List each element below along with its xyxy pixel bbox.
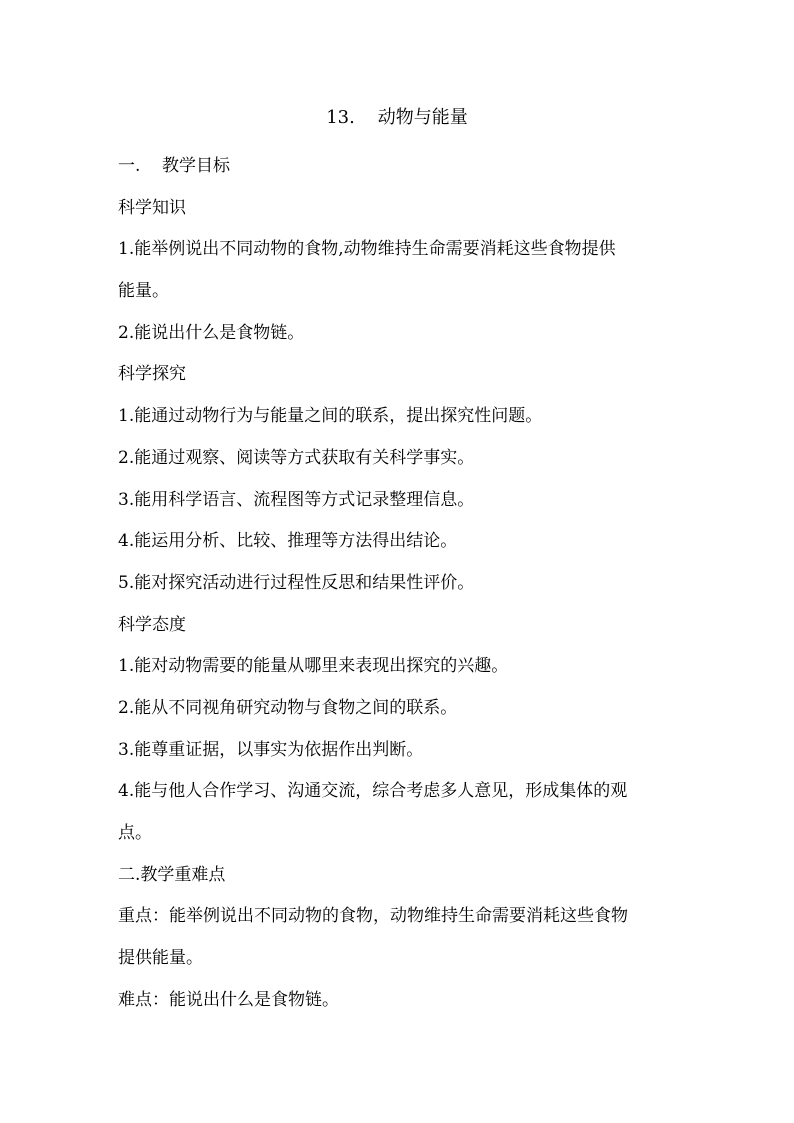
subheading-science-inquiry: 科学探究 — [118, 364, 186, 385]
section-heading-key-difficult-points: 二.教学重难点 — [118, 864, 226, 885]
paragraph-line: 能量。 — [118, 281, 169, 302]
paragraph-line: 难点：能说出什么是食物链。 — [118, 989, 339, 1010]
section-heading-teaching-goals: 一. 教学目标 — [118, 156, 231, 176]
paragraph-line: 3.能用科学语言、流程图等方式记录整理信息。 — [118, 489, 475, 510]
paragraph-line: 点。 — [118, 823, 152, 843]
paragraph-line: 1.能对动物需要的能量从哪里来表现出探究的兴趣。 — [118, 656, 509, 677]
paragraph-line: 2.能通过观察、阅读等方式获取有关科学事实。 — [118, 447, 475, 468]
document-title: 13. 动物与能量 — [326, 107, 468, 128]
paragraph-line: 5.能对探究活动进行过程性反思和结果性评价。 — [118, 572, 475, 593]
subheading-science-attitude: 科学态度 — [118, 614, 186, 635]
paragraph-line: 1.能通过动物行为与能量之间的联系，提出探究性问题。 — [118, 406, 543, 427]
paragraph-line: 2.能从不同视角研究动物与食物之间的联系。 — [118, 697, 458, 718]
paragraph-line: 4.能运用分析、比较、推理等方法得出结论。 — [118, 531, 458, 552]
paragraph-line: 2.能说出什么是食物链。 — [118, 322, 305, 343]
subheading-science-knowledge: 科学知识 — [118, 197, 186, 218]
paragraph-line: 1.能举例说出不同动物的食物,动物维持生命需要消耗这些食物提供 — [118, 239, 616, 260]
document-body — [118, 146, 688, 1021]
paragraph-line: 提供能量。 — [118, 948, 203, 969]
paragraph-line: 4.能与他人合作学习、沟通交流，综合考虑多人意见，形成集体的观 — [118, 781, 628, 802]
paragraph-line: 重点：能举例说出不同动物的食物，动物维持生命需要消耗这些食物 — [118, 906, 628, 927]
paragraph-line: 3.能尊重证据，以事实为依据作出判断。 — [118, 739, 424, 760]
